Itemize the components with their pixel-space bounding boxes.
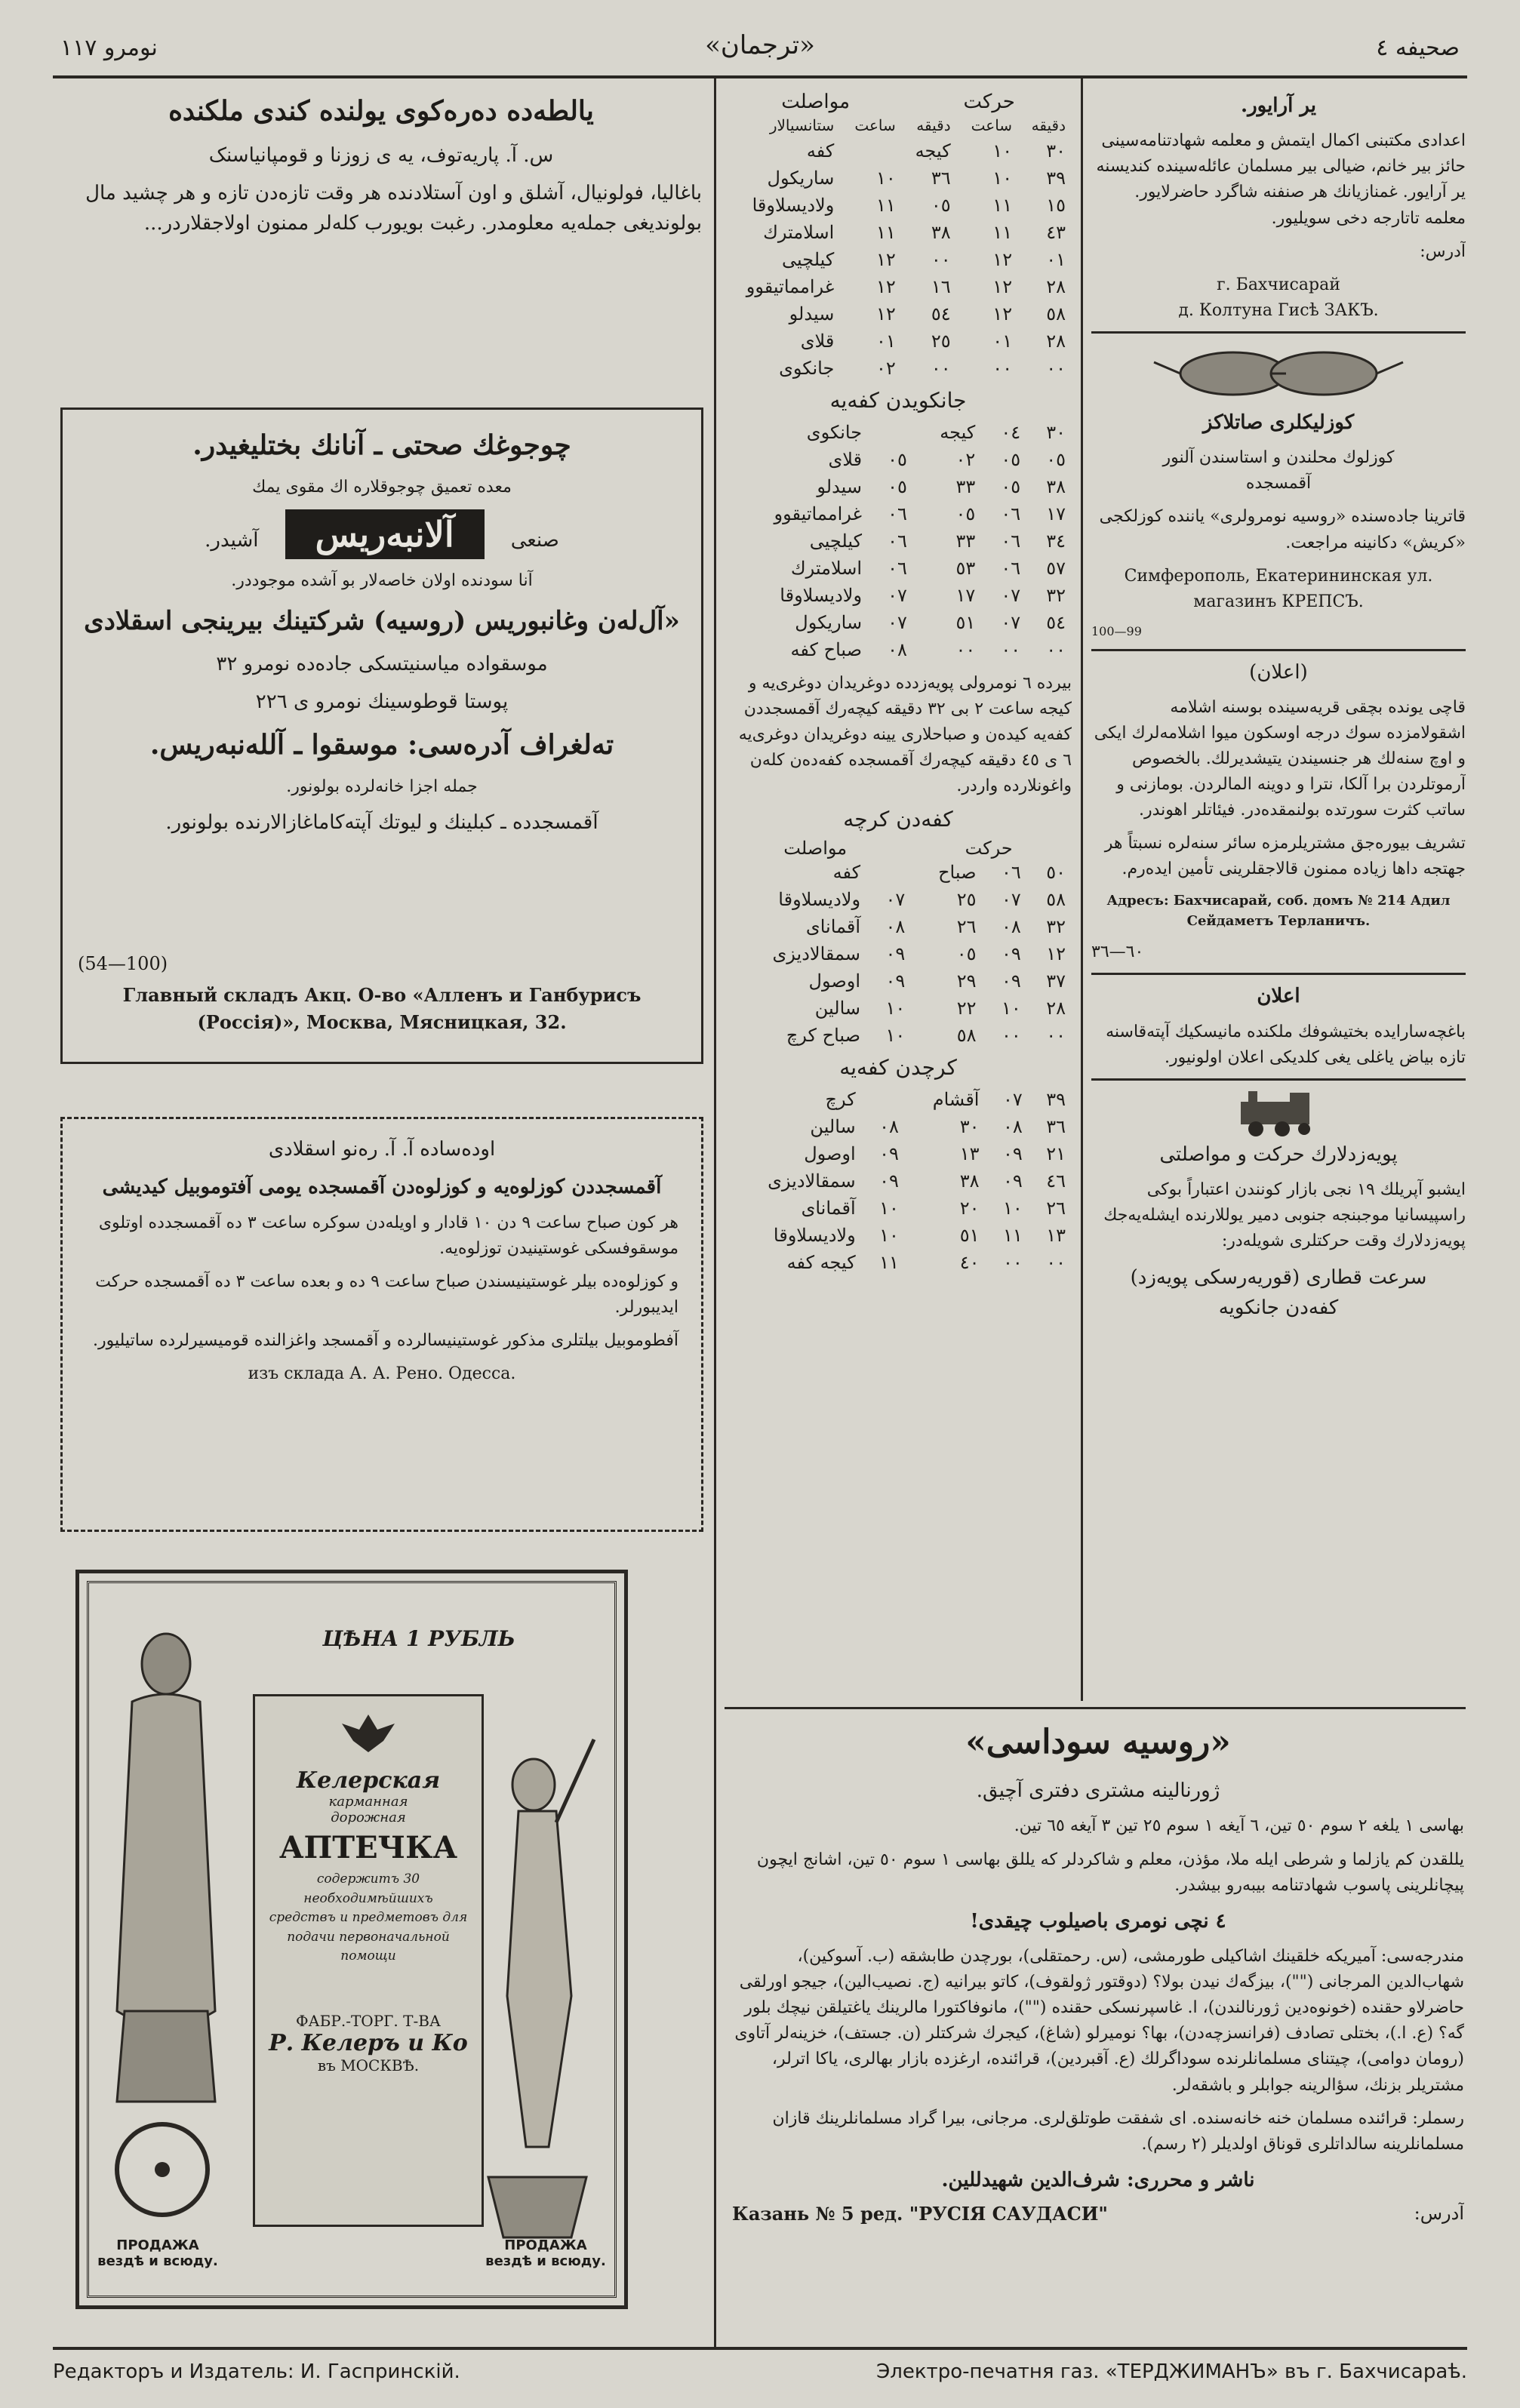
kit-box: [253, 1694, 484, 2227]
time-cell: ٢٨: [1046, 331, 1066, 352]
ad2-address2: پوستا قوطوسینك نومرو ی ۲۲٦: [255, 690, 509, 713]
time-cell: ٠٦: [1001, 862, 1021, 884]
time-cell: ٠٢: [875, 358, 896, 379]
time-cell: ٠٦: [888, 503, 907, 524]
ad3-body3: آفطوموبیل بیلتلری مذکور غوستینیسالرده و آقمسجد واغزالنده قومیسیرلرده ساتیلیور.: [93, 1330, 678, 1350]
time-cell: ٢٢: [956, 998, 977, 1019]
time-cell: ١١: [1002, 1225, 1023, 1247]
ad2-ru-text: Главный складъ Акц. О-во «Алленъ и Ганбурисъ (Россія)», Москва, Мясницкая, 32.: [122, 984, 642, 1033]
ad-yalta-grocer: [60, 91, 702, 377]
time-cell: ٠٧: [888, 585, 907, 606]
time-cell: ٠٧: [1001, 889, 1021, 911]
time-cell: ٠٩: [1002, 1170, 1023, 1192]
newspaper-title: «ترجمان»: [705, 30, 815, 60]
bottom-address-label: آدرس:: [1414, 2203, 1464, 2225]
ad-eyeglasses: کوزلیکلری صاتلاکز کوزلوك محلندن و استاسندن آلنور آقمسجده قاترینا جاده‌سنده «روسیه نومرولری» یاننده کوزلکجی «کریش» دکانینه مراجعت. Симферополь, Екатерининская ул. магазинъ КРЕПСЪ. 99—100: [1091, 340, 1466, 641]
footer-rule: [53, 2347, 1467, 2350]
bottom-rule: [725, 1707, 1466, 1709]
ad3-subtitle: آقمسجددن کوزلوه‌یه و کوزلوه‌دن آقمسجده یومی آفتوموبیل کیدیشی: [102, 1176, 662, 1199]
station-name: ساریکول: [795, 612, 863, 633]
ad3-body2: و کوزلوه‌ده بیلر غوستینیسندن صباح ساعت ۹ ده و بعده ساعت ۳ ده آقمسجده حرکت ایدیبورلر.: [95, 1272, 678, 1317]
time-cell: ٠١: [1046, 249, 1066, 270]
ad-orchard: (اعلان) قاچی یونده بچقی قریه‌سینده بوسنه اشلامه اشقولامزده سوك درجه اوسکون میوا اشلامه‌لرك ایکی و اوچ سنه‌لك هر جنسیندن یتیشدیرلك. بالخصوص آرموتلردن برا آلکا، نترا و دوینه المالردن. بومازنی و ساتب کثرت سورتده بولنمقده‌در. فیئاتلر اهوندر. تشریف بیوره‌جق مشتریلرمزه سائر سنه‌لره نسبتاً هر جهتجه داها زیاده ممنون قالاجقلرینی تأمین ایده‌رم. Адресъ: Бахчисарай, соб. домъ № 214 Адил Сейдаметъ Терланичъ. ٦٠—٣٦: [1091, 660, 1466, 962]
mercury-figure-right: [473, 1724, 602, 2253]
ad3-title: اوده‌ساده آ. آ. ره‌نو اسقلادی: [268, 1138, 496, 1161]
station-name: اوصول: [808, 970, 861, 992]
ad2-brand-row: [82, 509, 682, 559]
station-name: کیلچیی: [809, 530, 863, 552]
time-cell: ٠٩: [1001, 970, 1021, 992]
ad4-price: ЦѢНА 1 РУБЛЬ: [322, 1626, 515, 1651]
time-cell: ٣٠: [959, 1116, 980, 1138]
time-cell: صباح: [938, 862, 977, 884]
time-cell: ٠٠: [1001, 1025, 1021, 1047]
time-cell: ٠٥: [888, 449, 907, 470]
timetable-row: [725, 609, 1072, 636]
time-cell: ٠٠: [1002, 1252, 1023, 1274]
time-cell: ٣٩: [1046, 168, 1066, 189]
kit-title2: карманная: [328, 1794, 408, 1810]
time-cell: ١٠: [875, 168, 896, 189]
time-cell: ٣٨: [931, 222, 951, 243]
timetable-row: [725, 636, 1072, 663]
station-name: جانکوی: [779, 358, 835, 379]
timetable-row: [725, 165, 1072, 192]
time-cell: ٢٠: [959, 1198, 980, 1219]
time-cell: ٠٥: [1046, 449, 1066, 470]
russia-sudasi-ad: «روسیه سوداسی» ژورنالینه مشتری دفتری آچیق. بهاسی ١ یلغه ٢ سوم ٥٠ تین، ٦ آیغه ١ سوم ٢٥ تین ٣ آیغه ٦٥ تین. یللقدن کم یازلما و شرطی ایله ملا، مؤذن، معلم و شاکردلر که یللق بهاسی ١ سوم ٥٠ تین، اشانج ایچون پیچانلرینی پاسوب شهادتنامه بیبه‌رو بیشدر. ٤ نچی نومری باصیلوب چیقدی! مندرجه‌سی: آمیریکه خلقینك اشاکیلی طورمشی، (س. رحمتقلی)، بورچدن طابشقه (ب. آسوکین)، شهاب‌الدین المرجانی ("")، بیزگه‌ك نیدن بولا؟ (دوقتور ژولقوف)، کاتو بیرانیه (ج. نصیب‌الین)، جیجو اورلقی حاضرلاو حقنده (خونوه‌دین ژورنالندن)، ا. غاسپرنسکی حقنده ("")، مانوفاکتورا مالرینك یاغتیلقن نیچك بلور گه؟ (ع. ا.)، بختلی تصادف (فرانسزچه‌دن)، بها؟ نومیرلو (شاغ)، کیجرك شرکتلر (ن. جستف)، خزینه‌لر آتاوی (رومان دوامی)، چیتنای مسلمانلرنده سوداگرلك (ع. آقبردین)، قرائنده، ارغزده بازار بهالری، یاکا اترلر، مشتریلر بزنك، سؤالرینه جوابلر و باشقه‌لر. رسملر: قرائنده مسلمان خنه خانه‌سنده. ای شفقت طوتلق‌لری. مرجانی، بیرا گراد مسلمانلرینك قازان مسلمانلرینه سالداتلری قوناق اولدیلر (۲ رسم). ناشر و محرری: شرف‌الدین شهیدللین. آدرس: Казань № 5 ред. "РУСІЯ САУДАСИ": [732, 1723, 1464, 2225]
time-cell: ٢٩: [956, 970, 977, 992]
section-4-title: کرچدن کفه‌یه: [839, 1055, 957, 1081]
eyeglasses-icon: [1150, 340, 1407, 407]
page-label: صحیفه ٤: [1376, 35, 1460, 61]
ad-train-schedule: پویه‌زدلارك حرکت و مواصلتی ایشبو آپریلك ١٩ نجی بازار کونندن اعتباراً بوکی راسپیسانیا موجبنجه جنوبی دمیر یوللارنده ایشله‌یه‌جك پویه‌زدلارك وقت حرکتلری شویله‌در: سرعت قطاری (قوریه‌رسکی پویه‌زد) کفه‌دن جانکویه: [1091, 1087, 1466, 1323]
timetable-row: [725, 446, 1072, 473]
station-name: قلای: [828, 449, 863, 470]
time-cell: ٣٦: [931, 168, 951, 189]
time-cell: ٢١: [1046, 1143, 1066, 1165]
time-cell: ٠٠: [1046, 639, 1066, 660]
station-name: سیدلو: [817, 476, 863, 497]
time-cell: ٤٣: [1046, 222, 1066, 243]
station-name: غرامماتیقوو: [774, 503, 863, 524]
time-cell: ١١: [992, 222, 1013, 243]
time-cell: ٠٨: [1002, 1116, 1023, 1138]
time-cell: [868, 419, 913, 446]
hdr-muvasalat: مواصلت: [781, 91, 851, 113]
ad-reno-frame: [60, 1117, 703, 1532]
time-cell: [866, 859, 911, 886]
timetable-row: [725, 192, 1072, 219]
time-cell: ٥١: [955, 612, 976, 633]
time-cell: ٠٥: [1001, 476, 1021, 497]
time-cell: ٣٧: [1046, 970, 1066, 992]
section-2-title: جانکویدن کفه‌یه: [829, 388, 967, 413]
station-name: کیلچیی: [781, 249, 835, 270]
time-cell: ٣٣: [955, 530, 976, 552]
time-cell: ٠٦: [1001, 530, 1021, 552]
ad-pharmacy: اعلان باغچه‌سارایده بختیشوفك ملکنده مانیسکیك آپته‌قاسنه تازه بیاض یاغلی یغی کلدیکی اعلان اولونیور.: [1106, 985, 1466, 1067]
timetable-row: [725, 500, 1072, 527]
station-name: غرامماتیقوو: [746, 276, 835, 297]
kit-desc: содержитъ 30 необходимѣйшихъ средствъ и предметовъ для подачи первоначальной помощи: [269, 1871, 468, 1964]
ad2-suffix: آشیدر.: [205, 528, 259, 552]
time-cell: ٠٧: [1001, 585, 1021, 606]
time-cell: ٠٩: [879, 1143, 899, 1165]
footer-press: Электро-печатня газ. «ТЕРДЖИМАНЪ» въ г. Бахчисараѣ.: [876, 2360, 1467, 2383]
statue-figure-left: [102, 1619, 230, 2237]
time-cell: ٢٨: [1046, 998, 1066, 1019]
time-cell: ٣٣: [955, 476, 976, 497]
timetable-row: [725, 1022, 1072, 1049]
timetable-row: [725, 273, 1072, 300]
timetable-row: [725, 328, 1072, 355]
time-cell: ٢٨: [1046, 276, 1066, 297]
time-cell: ٥١: [959, 1225, 980, 1247]
time-cell: ٣٤: [1046, 530, 1066, 552]
time-cell: ١٥: [1046, 195, 1066, 216]
timetable-row: [725, 246, 1072, 273]
sale-right: ПРОДАЖА вездѣ и всюду.: [485, 2237, 606, 2269]
timetable-row: [725, 1140, 1072, 1167]
time-cell: کیجه: [915, 140, 951, 161]
ad-governess: یر آرایور. اعدادی مکتبنی اکمال ایتمش و معلمه شهادتنامه‌سینی حائز بیر خانم، ضیالی بیر مسلمان عائله‌سینده کندیسنه یر آرایور. غمنازیانك هر صنفنه شاگرد حاضرلایور. معلمه تاتارجه دخی سویلیور. آدرس: г. Бахчисарай д. Колтуна Гисѣ ЗАКЪ.: [1091, 91, 1466, 324]
time-cell: ١١: [875, 222, 896, 243]
time-cell: ٠٧: [888, 612, 907, 633]
hdr-harakat: حرکت: [963, 91, 1015, 113]
time-cell: ١٧: [1046, 503, 1066, 524]
timetable-row: [725, 473, 1072, 500]
ad2-company: «آل‌له‌ن وغانبوریس (روسیه) شرکتینك بیرینجی اسقلادی: [84, 605, 680, 636]
kit-title1: Келерская: [296, 1767, 441, 1794]
time-cell: ١٠: [1002, 1198, 1023, 1219]
time-cell: ٠٧: [1001, 612, 1021, 633]
time-cell: ٣٢: [1046, 585, 1066, 606]
timetable-row: [725, 419, 1072, 446]
timetable-row: [725, 913, 1072, 940]
time-cell: ١٢: [875, 249, 896, 270]
time-cell: [840, 137, 901, 165]
station-name: آقمانای: [805, 916, 861, 938]
station-name: سالین: [814, 998, 861, 1019]
time-cell: ٠٥: [888, 476, 907, 497]
time-cell: ٠٨: [1001, 916, 1021, 938]
time-cell: ٠٥: [955, 503, 976, 524]
timetable-row: [725, 995, 1072, 1022]
time-cell: ٣٦: [1046, 1116, 1066, 1138]
time-cell: ٠٩: [885, 943, 906, 965]
station-name: کیجه کفه: [786, 1252, 856, 1274]
time-cell: ٥٨: [956, 1025, 977, 1047]
time-cell: ٥٤: [1046, 612, 1066, 633]
time-cell: ١٢: [875, 276, 896, 297]
timetable-2: [725, 419, 1072, 663]
time-cell: ١٠: [885, 1025, 906, 1047]
sale-left: ПРОДАЖА вездѣ и всюду.: [97, 2237, 218, 2269]
timetable-column: [725, 91, 1072, 1705]
timetable-row: [725, 1086, 1072, 1113]
time-cell: ٠٩: [1002, 1143, 1023, 1165]
time-cell: ٠٨: [885, 916, 906, 938]
station-name: سیدلو: [789, 303, 835, 324]
time-cell: ٣٨: [1046, 476, 1066, 497]
time-cell: ٠٩: [1001, 943, 1021, 965]
time-cell: ١٠: [992, 140, 1013, 161]
time-cell: ١٢: [992, 303, 1013, 324]
station-name: کفه: [832, 862, 861, 884]
ad3-ru-text: изъ склада А. А. Рено. Одесса.: [248, 1364, 516, 1384]
time-cell: ٣٨: [959, 1170, 980, 1192]
time-cell: ٠٩: [879, 1170, 899, 1192]
time-cell: ١١: [992, 195, 1013, 216]
page-header: [60, 27, 1460, 72]
eagle-emblem-icon: [338, 1707, 398, 1760]
time-cell: ٤٠: [959, 1252, 980, 1274]
kit-maker1: ФАБР.-ТОРГ. Т-ВА: [295, 2011, 442, 2030]
time-cell: ١٢: [875, 303, 896, 324]
time-cell: ١٣: [959, 1143, 980, 1165]
station-name: کفه: [806, 140, 835, 161]
time-cell: ١١: [879, 1252, 899, 1274]
issue-number: نومرو ١١٧: [60, 35, 158, 61]
station-name: ولادیسلاوقا: [752, 195, 835, 216]
time-cell: ٥٨: [1046, 889, 1066, 911]
time-cell: ١٦: [931, 276, 951, 297]
time-cell: ٠٠: [931, 249, 951, 270]
station-name: ولادیسلاوقا: [773, 1225, 856, 1247]
timetable-header: [725, 91, 1072, 113]
ad2-line2: آنا سودنده اولان خاصه‌لار بو آشده موجوددر.: [231, 570, 533, 590]
time-cell: ٠١: [875, 331, 896, 352]
timetable-row: [725, 886, 1072, 913]
timetable-row: [725, 940, 1072, 967]
footer-editor: Редакторъ и Издатель: И. Гаспринскій.: [53, 2360, 460, 2383]
time-cell: ١٧: [955, 585, 976, 606]
ad1-title: یالطه‌ده ده‌ره‌کوی یولنده کندی ملکنده: [168, 95, 594, 127]
station-name: قلای: [800, 331, 835, 352]
time-cell: ٥٠: [1046, 862, 1066, 884]
ad2-code: (54—100): [78, 953, 168, 974]
timetable-row: [725, 582, 1072, 609]
time-cell: کیجه: [940, 422, 976, 443]
ad1-subtitle: س. آ. پاریه‌توف، یه ی زوزنا و قومپانیاسنک: [208, 143, 554, 167]
timetable-row: [725, 1222, 1072, 1249]
station-name: اوصول: [804, 1143, 856, 1165]
time-cell: ٠٠: [1046, 1252, 1066, 1274]
header-rule: [53, 75, 1467, 78]
time-cell: ٢٦: [956, 916, 977, 938]
ad2-line1: معده تعمیق چوجوقلاره اك مقوی یمك: [252, 477, 512, 497]
station-name: کرچ: [825, 1089, 856, 1111]
time-cell: ٣٢: [1046, 916, 1066, 938]
kit-title4: АПТЕЧКА: [278, 1830, 458, 1865]
timetable-3: [725, 859, 1072, 1049]
station-name: سمقالادیزی: [772, 943, 861, 965]
station-name: سمقالادیزی: [768, 1170, 856, 1192]
timetable-row: [725, 1167, 1072, 1195]
station-name: صباح کفه: [790, 639, 863, 660]
ad1-body: باغالیا، فولونیال، آشلق و اون آستلادنده هر وقت تازه‌دن تازه و هر چشید مال بولوندیغی جمله‌یه معلومدر. رغبت بویورب کله‌لر ممنون اولاجقلاردر...: [85, 182, 702, 235]
time-cell: ١٠: [992, 168, 1013, 189]
governess-address-label: آدرس:: [1420, 241, 1466, 261]
time-cell: ٠٥: [931, 195, 951, 216]
station-name: آقمانای: [801, 1198, 856, 1219]
time-cell: ١٠: [879, 1198, 899, 1219]
ad2-brand: آلانبه‌ریس: [285, 509, 485, 559]
time-cell: ٠٩: [885, 970, 906, 992]
kit-title3: дорожная: [331, 1810, 406, 1825]
divider-right: [1081, 78, 1083, 1701]
timetable-row: [725, 1249, 1072, 1276]
time-cell: ١٢: [992, 249, 1013, 270]
ad2-note2: آقمسجدده ـ کبلینك و لیوتك آپته‌کاماغازالارنده بولونور.: [165, 811, 598, 835]
time-cell: ٠٦: [888, 558, 907, 579]
timetable-row: [725, 300, 1072, 328]
time-cell: ٠٠: [931, 358, 951, 379]
station-name: جانکوی: [806, 422, 863, 443]
time-cell: ١٠: [879, 1225, 899, 1247]
time-cell: ٠٧: [885, 889, 906, 911]
time-cell: ٠٨: [888, 639, 907, 660]
time-cell: ٥٧: [1046, 558, 1066, 579]
time-cell: ٥٤: [931, 303, 951, 324]
timetable-row: [725, 355, 1072, 382]
ad-keller-frame: [75, 1570, 628, 2309]
time-cell: ٠٥: [1001, 449, 1021, 470]
time-cell: ١٠: [1001, 998, 1021, 1019]
station-name: سالین: [810, 1116, 856, 1138]
timetable-row: [725, 1113, 1072, 1140]
time-cell: ٣٩: [1046, 1089, 1066, 1111]
time-cell: ١٣: [1046, 1225, 1066, 1247]
time-cell: ٠٦: [1001, 503, 1021, 524]
time-cell: ٢٥: [931, 331, 951, 352]
ad-allenburys-frame: [60, 407, 703, 1064]
time-cell: ٢٦: [1046, 1198, 1066, 1219]
page-footer: [53, 2360, 1467, 2383]
timetable-note: بیرده ٦ نومرولی پویه‌زدده دوغریدان دوغری‌یه و کیجه ساعت ۲ بی ۳۲ دقیقه کیچه‌رك آقمسجددن کفه‌یه کیده‌ن و صباحلاری یینه دوغریدان دوغری‌یه ٦ ی ٤٥ دقیقه کیچه‌رك آقمسجده کفه‌ده‌ن کله‌ن واغونلارده واردر.: [738, 674, 1072, 796]
time-cell: ٥٨: [1046, 303, 1066, 324]
time-cell: ٢٥: [956, 889, 977, 911]
time-cell: ٣٠: [1046, 140, 1066, 161]
station-name: ولادیسلاوقا: [778, 889, 861, 911]
timetable-row: [725, 219, 1072, 246]
time-cell: ٠٥: [956, 943, 977, 965]
ad2-address1: موسقواده میاسنیتسکی جاده‌ده نومرو ۳۲: [216, 652, 548, 675]
time-cell: آقشام: [932, 1089, 980, 1111]
time-cell: ١٢: [992, 276, 1013, 297]
timetable-1: [725, 113, 1072, 382]
timetable-subheader: دقیقه ساعت دقیقه ساعت ستانسیالار: [769, 116, 1066, 134]
time-cell: ١٠: [885, 998, 906, 1019]
timetable-row: [725, 967, 1072, 995]
time-cell: ٠٠: [1001, 639, 1021, 660]
time-cell: ٠٠: [992, 358, 1013, 379]
time-cell: ٣٠: [1046, 422, 1066, 443]
divider-left: [714, 78, 716, 1701]
locomotive-icon: [1226, 1087, 1331, 1139]
time-cell: ١١: [875, 195, 896, 216]
time-cell: ٠٤: [1001, 422, 1021, 443]
timetable-row: [725, 555, 1072, 582]
time-cell: ٠٦: [1001, 558, 1021, 579]
timetable-row: [725, 527, 1072, 555]
time-cell: ٠٠: [1046, 358, 1066, 379]
timetable-row: [725, 137, 1072, 165]
right-column: [1091, 91, 1466, 1698]
time-cell: ٠٠: [1046, 1025, 1066, 1047]
time-cell: ١٢: [1046, 943, 1066, 965]
time-cell: ٠٨: [879, 1116, 899, 1138]
timetable-4: [725, 1086, 1072, 1276]
station-name: ساریکول: [767, 168, 835, 189]
time-cell: [862, 1086, 905, 1113]
station-name: ولادیسلاوقا: [780, 585, 863, 606]
ad2-title: چوجوغك صحتی ـ آنانك بختلیغیدر.: [192, 429, 571, 461]
section-3-title: کفه‌دن کرچه: [843, 807, 953, 832]
time-cell: ٠٠: [955, 639, 976, 660]
station-name: اسلامترك: [790, 558, 863, 579]
timetable-header-3: حرکت مواصلت: [783, 838, 1013, 860]
ad2-prefix: صنعی: [510, 528, 559, 552]
time-cell: ٠٦: [888, 530, 907, 552]
ad2-note1: جمله اجزا خانه‌لرده بولونور.: [286, 777, 478, 797]
station-name: صباح کرچ: [786, 1025, 861, 1047]
time-cell: ٥٣: [955, 558, 976, 579]
ad3-body1: هر کون صباح ساعت ۹ دن ۱۰ قادار و اویله‌دن سوکره ساعت ۳ ده آقمسجدده اوتلوی موسقوفسکی غوستینیدن توزلوه‌یه.: [98, 1213, 678, 1258]
timetable-row: [725, 859, 1072, 886]
time-cell: ٠١: [992, 331, 1013, 352]
kit-maker2: Р. Келеръ и Ко: [269, 2029, 468, 2056]
time-cell: ٠٧: [1002, 1089, 1023, 1111]
time-cell: ٤٦: [1046, 1170, 1066, 1192]
ad2-telegraph: ته‌لغراف آدره‌سی: موسقوا ـ آلله‌نبه‌ریس.: [149, 729, 614, 761]
divider-bottom-left: [714, 1698, 716, 2347]
time-cell: ٠٢: [955, 449, 976, 470]
station-name: اسلامترك: [763, 222, 835, 243]
kit-maker3: въ МОСКВѢ.: [317, 2056, 420, 2074]
timetable-row: [725, 1195, 1072, 1222]
